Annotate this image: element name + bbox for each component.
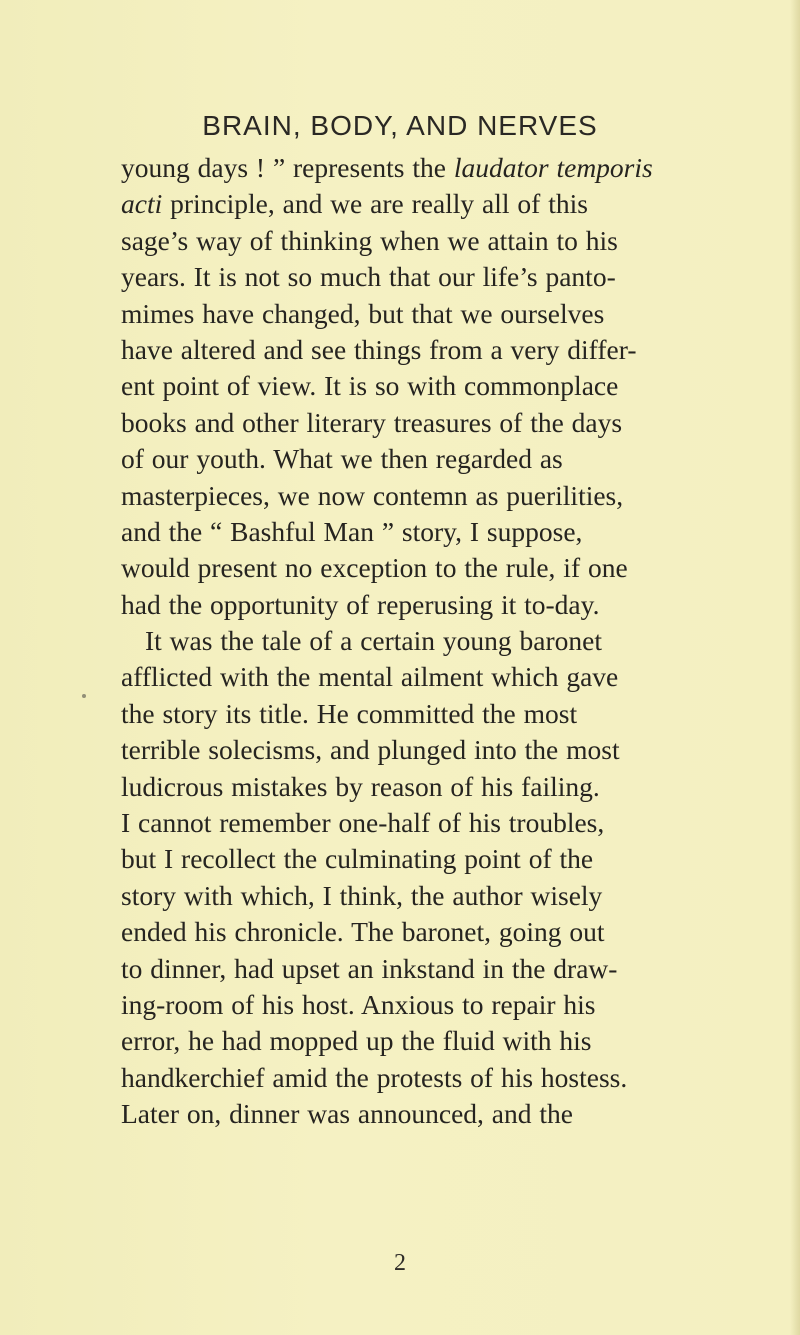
text-line: [121, 878, 799, 914]
text-span: ing-room of his host. Anxious to repair his: [121, 988, 596, 1020]
text-line: [121, 332, 799, 368]
text-line: [121, 405, 799, 441]
text-line: [121, 1060, 799, 1096]
text-line: [121, 1023, 799, 1059]
text-line: [121, 368, 799, 404]
text-line: [121, 696, 799, 732]
text-line: [121, 769, 799, 805]
text-line: [121, 186, 799, 222]
text-span: books and other literary treasures of the days: [121, 406, 623, 438]
text-span: I cannot remember one-half of his troubles,: [121, 807, 605, 839]
text-span: mimes have changed, but that we ourselves: [121, 297, 605, 329]
text-span: Later on, dinner was announced, and the: [121, 1098, 573, 1130]
text-span: years. It is not so much that our life’s panto-: [121, 261, 616, 293]
text-line: [121, 1096, 799, 1132]
text-line: [121, 623, 799, 659]
text-span: but I recollect the culminating point of the: [121, 843, 594, 875]
text-line: [121, 259, 799, 295]
text-line: [121, 951, 799, 987]
text-span: the story its title. He committed the most: [121, 697, 578, 729]
italic-phrase: acti: [121, 188, 163, 220]
text-line: [121, 987, 799, 1023]
text-line: [121, 659, 799, 695]
text-line: [121, 441, 799, 477]
text-span: young days ! ” represents the: [121, 152, 454, 183]
text-line: [121, 805, 799, 841]
text-span: afflicted with the mental ailment which gave: [121, 661, 619, 693]
text-span: masterpieces, we now contemn as puerilities,: [121, 479, 624, 511]
text-span: sage’s way of thinking when we attain to his: [121, 224, 618, 256]
text-line: [121, 514, 799, 550]
text-line: [121, 223, 799, 259]
text-span: had the opportunity of reperusing it to-day.: [121, 588, 600, 620]
text-line: [121, 478, 799, 514]
text-span: ent point of view. It is so with commonplace: [121, 370, 619, 402]
italic-phrase: laudator temporis: [453, 152, 653, 183]
running-head: BRAIN, BODY, AND NERVES: [202, 110, 598, 141]
text-span: principle, and we are really all of this: [162, 188, 588, 220]
text-span: and the “ Bashful Man ” story, I suppose,: [121, 515, 583, 547]
text-line: [121, 296, 799, 332]
text-line: [121, 150, 799, 186]
text-line: [121, 841, 799, 877]
text-line: [121, 550, 799, 586]
text-span: ludicrous mistakes by reason of his failing.: [121, 770, 600, 802]
text-span: have altered and see things from a very differ-: [121, 333, 637, 365]
page-number: 2: [394, 1250, 406, 1276]
text-span: of our youth. What we then regarded as: [121, 443, 563, 475]
text-line: [121, 732, 799, 768]
text-span: handkerchief amid the protests of his hostess.: [121, 1061, 628, 1093]
ink-speck: [82, 694, 86, 698]
body-text: [121, 150, 799, 1133]
text-span: would present no exception to the rule, if one: [121, 552, 628, 584]
text-span: to dinner, had upset an inkstand in the draw-: [121, 952, 618, 984]
text-span: terrible solecisms, and plunged into the most: [121, 734, 620, 766]
text-span: ended his chronicle. The baronet, going out: [121, 916, 605, 948]
text-span: error, he had mopped up the fluid with his: [121, 1025, 592, 1057]
text-span: It was the tale of a certain young baronet: [145, 625, 602, 657]
text-line: [121, 914, 799, 950]
text-line: [121, 587, 799, 623]
text-span: story with which, I think, the author wisely: [121, 879, 603, 911]
